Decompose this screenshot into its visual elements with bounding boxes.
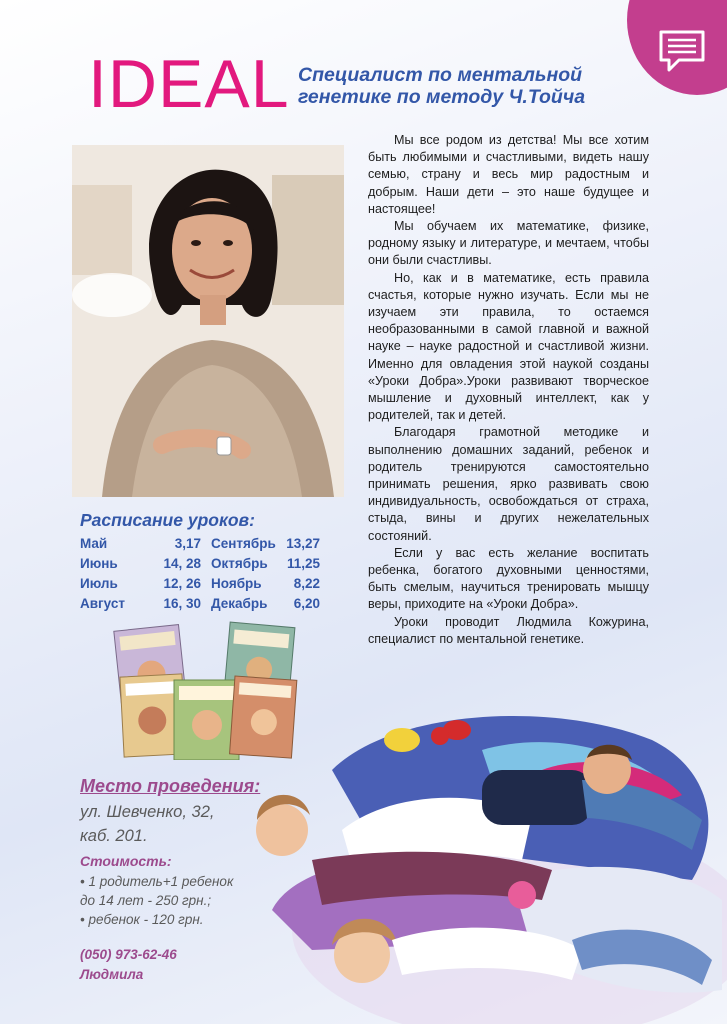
subtitle-line: генетике по методу Ч.Тойча	[298, 86, 586, 109]
article-paragraph: Но, как и в математике, есть правила счастья, которые нужно изучать. Если мы не изучаем эти правила, то остаемся необразованными в самой главной и важной науке – науке радостной и счастливой жизни. Именно для овладения этой наукой созданы «Уроки Добра».Уроки развивают творческое мышление и духовный интеллект, как у родителей, так и детей.	[368, 270, 649, 423]
schedule-month: Ноябрь	[211, 575, 262, 591]
schedule-month: Август	[80, 595, 125, 611]
schedule-month: Май	[80, 535, 108, 551]
schedule-title: Расписание уроков:	[80, 510, 255, 530]
schedule-row	[80, 573, 320, 593]
article-paragraph: Мы все родом из детства! Мы все хотим быть любимыми и счастливыми, видеть нашу семью, страну и весь мир радостным и добрым. Наши дети – это наше будущее и настоящее!	[368, 133, 649, 216]
logo: IDEAL	[88, 46, 290, 122]
schedule-table	[80, 533, 320, 613]
venue-address-line: каб. 201.	[80, 827, 148, 845]
article-paragraph: Мы обучаем их математике, физике, родному языку и литературе, и мечтаем, чтобы они были счастливы.	[368, 219, 649, 268]
schedule-days: 11,25	[286, 555, 320, 571]
schedule-month: Июль	[80, 575, 118, 591]
contact-name: Людмила	[80, 967, 144, 982]
schedule-row	[80, 533, 320, 553]
schedule-month: Июнь	[80, 555, 118, 571]
cost-list	[80, 872, 280, 929]
schedule-month: Декабрь	[211, 595, 268, 611]
schedule-month: Октябрь	[211, 555, 268, 571]
cost-item: до 14 лет - 250 грн.;	[80, 893, 212, 908]
schedule-days: 14, 28	[163, 555, 201, 571]
schedule-days: 16, 30	[163, 595, 201, 611]
cost-item: • ребенок - 120 грн.	[80, 912, 204, 927]
contact-block	[80, 945, 177, 985]
phone-number: (050) 973-62-46	[80, 947, 177, 962]
chat-message-icon	[657, 28, 707, 74]
schedule-days: 8,22	[293, 575, 320, 591]
article-text	[368, 132, 649, 648]
schedule-row	[80, 593, 320, 613]
subtitle-line: Специалист по ментальной	[298, 64, 583, 86]
venue-title: Место проведения:	[80, 776, 261, 796]
page-subtitle	[298, 64, 658, 109]
schedule-row	[80, 553, 320, 573]
schedule-days: 13,27	[286, 535, 320, 551]
article-paragraph: Уроки проводит Людмила Кожурина, специалист по ментальной генетике.	[368, 614, 649, 646]
article-paragraph: Благодаря грамотной методике и выполнению домашних заданий, ребенок и родитель тренируются самостоятельно принимать решения, ярко развивать свою индивидуальность, освобождаться от страха, стыда, вины и других нежелательных состояний.	[368, 425, 649, 543]
schedule-month: Сентябрь	[211, 535, 276, 551]
venue-address-line: ул. Шевченко, 32,	[80, 803, 215, 821]
venue-address	[80, 800, 214, 848]
cost-item: • 1 родитель+1 ребенок	[80, 874, 234, 889]
schedule-days: 6,20	[293, 595, 320, 611]
article-paragraph: Если у вас есть желание воспитать ребенка, богатого духовными ценностями, быть смелым, научиться тренировать мышцу веры, приходите на «Уроки Добра».	[368, 545, 649, 612]
cost-title: Стоимость:	[80, 853, 172, 869]
portrait-illustration	[72, 145, 344, 497]
schedule-days: 12, 26	[163, 575, 201, 591]
portrait-photo	[72, 145, 344, 497]
schedule-days: 3,17	[174, 535, 201, 551]
children-photo	[252, 700, 727, 1024]
